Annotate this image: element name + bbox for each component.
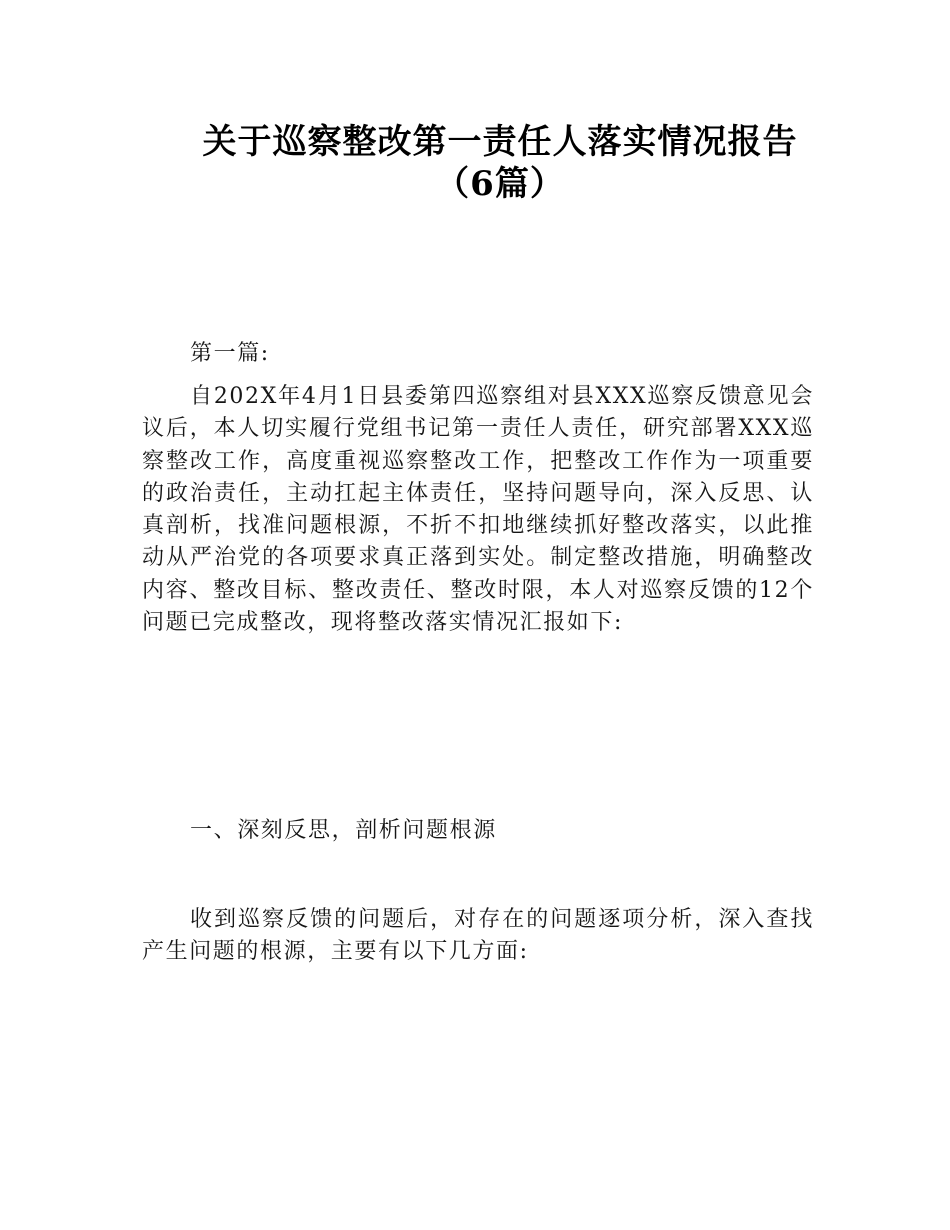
analysis-paragraph: 收到巡察反馈的问题后，对存在的问题逐项分析，深入查找产生问题的根源，主要有以下几方面: xyxy=(142,907,814,965)
document-title: 关于巡察整改第一责任人落实情况报告 xyxy=(202,122,798,162)
section-heading: 一、深刻反思，剖析问题根源 xyxy=(190,818,497,843)
document-title-subtitle: （6篇） xyxy=(435,164,565,204)
intro-paragraph: 自202X年4月1日县委第四巡察组对县XXX巡察反馈意见会议后，本人切实履行党组书记第一责任人责任，研究部署XXX巡察整改工作，高度重视巡察整改工作，把整改工作作为一项重要的政治责任，主动扛起主体责任，坚持问题导向，深入反思、认真剖析，找准问题根源，不折不扣地继续抓好整改落实，以此推动从严治党的各项要求真正落到实处。制定整改措施，明确整改内容、整改目标、整改责任、整改时限，本人对巡察反馈的12个问题已完成整改，现将整改落实情况汇报如下: xyxy=(142,384,814,636)
section-label: 第一篇: xyxy=(190,341,270,366)
